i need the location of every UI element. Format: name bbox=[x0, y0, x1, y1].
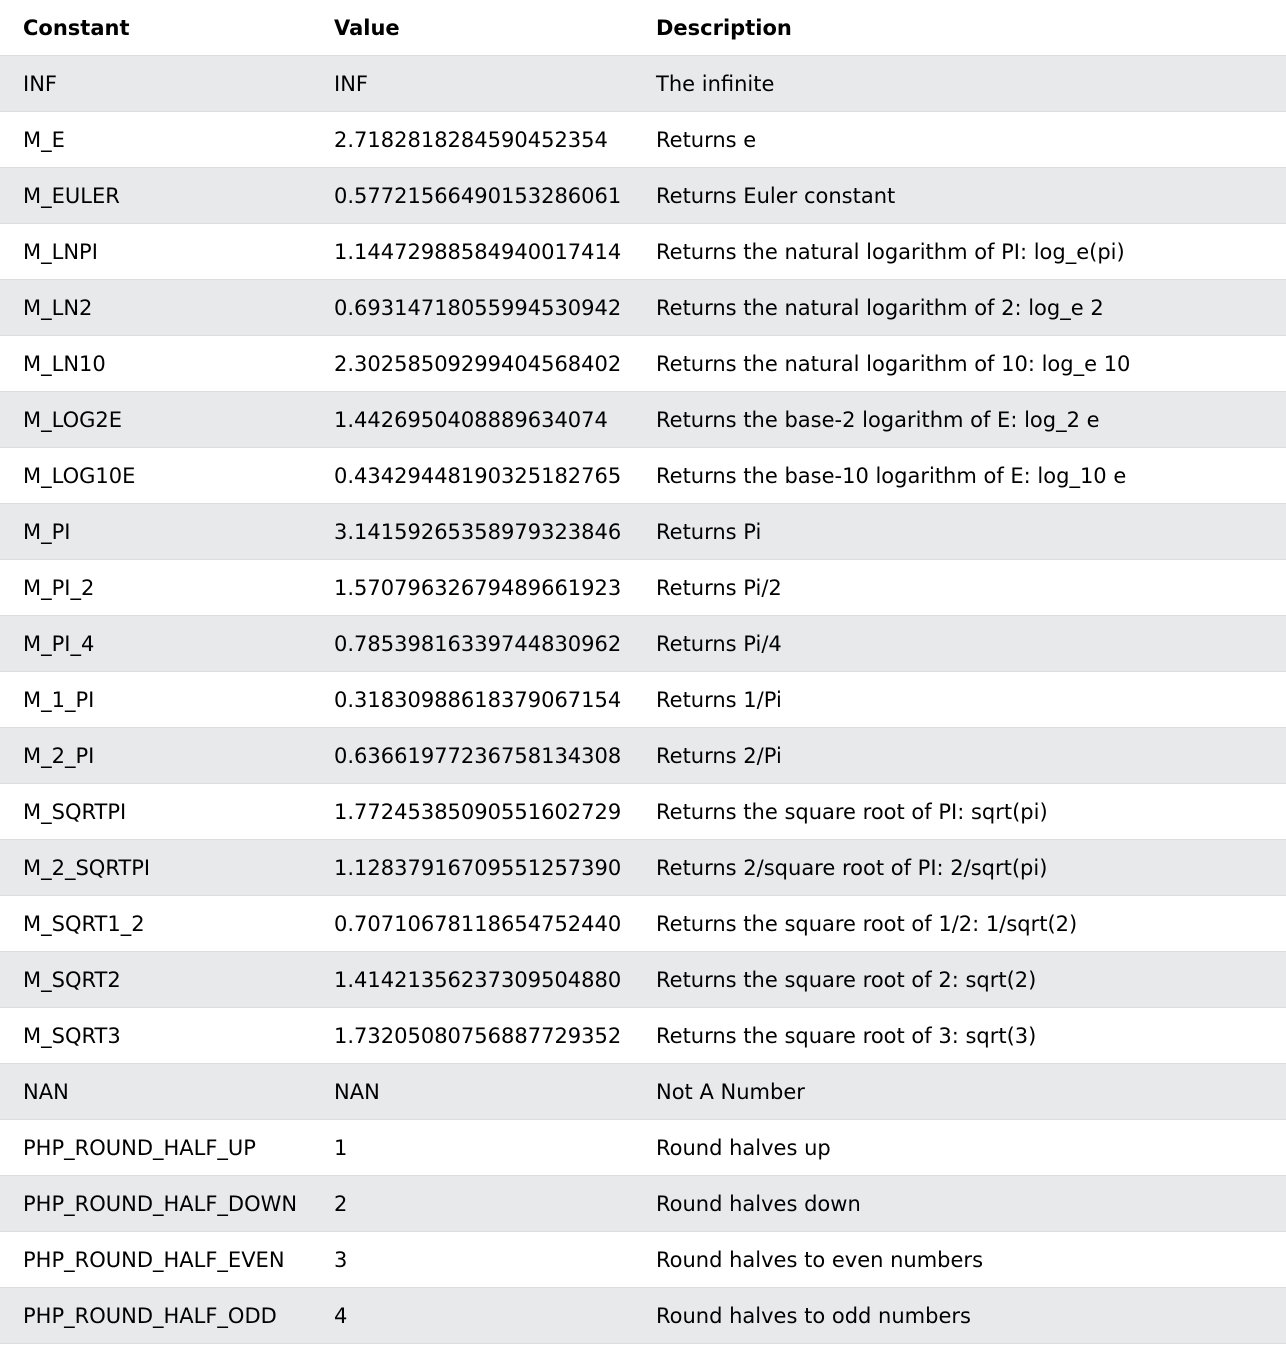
cell-constant: M_LN2 bbox=[0, 280, 311, 336]
table-body bbox=[0, 56, 1286, 1344]
cell-constant: PHP_ROUND_HALF_EVEN bbox=[0, 1232, 311, 1288]
table-row bbox=[0, 168, 1286, 224]
cell-description: Returns the natural logarithm of 10: log_e 10 bbox=[633, 336, 1286, 392]
cell-constant: M_PI_4 bbox=[0, 616, 311, 672]
cell-value: 4 bbox=[311, 1288, 633, 1344]
cell-value: 1.12837916709551257390 bbox=[311, 840, 633, 896]
cell-constant: M_SQRT1_2 bbox=[0, 896, 311, 952]
table-row bbox=[0, 448, 1286, 504]
cell-constant: PHP_ROUND_HALF_UP bbox=[0, 1120, 311, 1176]
cell-constant: M_2_PI bbox=[0, 728, 311, 784]
table-row bbox=[0, 280, 1286, 336]
column-header-description: Description bbox=[633, 0, 1286, 56]
table-header-row bbox=[0, 0, 1286, 56]
cell-constant: M_LOG2E bbox=[0, 392, 311, 448]
cell-constant: M_LN10 bbox=[0, 336, 311, 392]
cell-value: 0.57721566490153286061 bbox=[311, 168, 633, 224]
cell-value: 2.30258509299404568402 bbox=[311, 336, 633, 392]
table-row bbox=[0, 560, 1286, 616]
cell-constant: M_PI_2 bbox=[0, 560, 311, 616]
cell-description: Returns the natural logarithm of PI: log_e(pi) bbox=[633, 224, 1286, 280]
cell-description: Returns 1/Pi bbox=[633, 672, 1286, 728]
table-row bbox=[0, 1288, 1286, 1344]
cell-description: Returns the square root of 3: sqrt(3) bbox=[633, 1008, 1286, 1064]
cell-description: Returns the base-2 logarithm of E: log_2 e bbox=[633, 392, 1286, 448]
cell-constant: M_2_SQRTPI bbox=[0, 840, 311, 896]
table-row bbox=[0, 1176, 1286, 1232]
cell-constant: M_EULER bbox=[0, 168, 311, 224]
cell-constant: M_E bbox=[0, 112, 311, 168]
table-row bbox=[0, 1064, 1286, 1120]
table-row bbox=[0, 1232, 1286, 1288]
cell-constant: M_SQRTPI bbox=[0, 784, 311, 840]
cell-description: Returns 2/square root of PI: 2/sqrt(pi) bbox=[633, 840, 1286, 896]
cell-description: Returns 2/Pi bbox=[633, 728, 1286, 784]
table-row bbox=[0, 672, 1286, 728]
cell-value: 0.78539816339744830962 bbox=[311, 616, 633, 672]
cell-value: 0.69314718055994530942 bbox=[311, 280, 633, 336]
cell-value: 3.14159265358979323846 bbox=[311, 504, 633, 560]
table-row bbox=[0, 952, 1286, 1008]
cell-constant: M_LOG10E bbox=[0, 448, 311, 504]
cell-value: 2 bbox=[311, 1176, 633, 1232]
cell-value: 2.7182818284590452354 bbox=[311, 112, 633, 168]
cell-value: 0.43429448190325182765 bbox=[311, 448, 633, 504]
cell-description: Returns the natural logarithm of 2: log_e 2 bbox=[633, 280, 1286, 336]
table-row bbox=[0, 56, 1286, 112]
cell-value: 1.77245385090551602729 bbox=[311, 784, 633, 840]
cell-constant: M_SQRT3 bbox=[0, 1008, 311, 1064]
cell-constant: NAN bbox=[0, 1064, 311, 1120]
cell-constant: PHP_ROUND_HALF_DOWN bbox=[0, 1176, 311, 1232]
cell-value: 0.63661977236758134308 bbox=[311, 728, 633, 784]
cell-value: 1.41421356237309504880 bbox=[311, 952, 633, 1008]
table-row bbox=[0, 224, 1286, 280]
cell-description: Returns the square root of PI: sqrt(pi) bbox=[633, 784, 1286, 840]
cell-description: Round halves to odd numbers bbox=[633, 1288, 1286, 1344]
cell-value: 1.4426950408889634074 bbox=[311, 392, 633, 448]
table-row bbox=[0, 728, 1286, 784]
table-row bbox=[0, 392, 1286, 448]
cell-description: Returns the square root of 1/2: 1/sqrt(2) bbox=[633, 896, 1286, 952]
cell-description: Returns e bbox=[633, 112, 1286, 168]
cell-value: 1.57079632679489661923 bbox=[311, 560, 633, 616]
cell-value: 3 bbox=[311, 1232, 633, 1288]
cell-value: 1 bbox=[311, 1120, 633, 1176]
cell-constant: M_SQRT2 bbox=[0, 952, 311, 1008]
table-row bbox=[0, 1120, 1286, 1176]
cell-constant: M_LNPI bbox=[0, 224, 311, 280]
table-row bbox=[0, 896, 1286, 952]
table-row bbox=[0, 1008, 1286, 1064]
column-header-constant: Constant bbox=[0, 0, 311, 56]
cell-description: Round halves to even numbers bbox=[633, 1232, 1286, 1288]
cell-description: Returns the square root of 2: sqrt(2) bbox=[633, 952, 1286, 1008]
cell-value: 0.31830988618379067154 bbox=[311, 672, 633, 728]
cell-value: 1.14472988584940017414 bbox=[311, 224, 633, 280]
cell-description: Not A Number bbox=[633, 1064, 1286, 1120]
cell-description: The infinite bbox=[633, 56, 1286, 112]
cell-value: INF bbox=[311, 56, 633, 112]
cell-description: Returns Euler constant bbox=[633, 168, 1286, 224]
cell-constant: PHP_ROUND_HALF_ODD bbox=[0, 1288, 311, 1344]
cell-constant: M_1_PI bbox=[0, 672, 311, 728]
table-row bbox=[0, 616, 1286, 672]
table-row bbox=[0, 112, 1286, 168]
cell-description: Round halves down bbox=[633, 1176, 1286, 1232]
cell-description: Returns Pi/4 bbox=[633, 616, 1286, 672]
cell-description: Round halves up bbox=[633, 1120, 1286, 1176]
column-header-value: Value bbox=[311, 0, 633, 56]
cell-description: Returns Pi/2 bbox=[633, 560, 1286, 616]
cell-value: 1.73205080756887729352 bbox=[311, 1008, 633, 1064]
cell-value: 0.70710678118654752440 bbox=[311, 896, 633, 952]
cell-value: NAN bbox=[311, 1064, 633, 1120]
table-row bbox=[0, 840, 1286, 896]
table-row bbox=[0, 336, 1286, 392]
cell-description: Returns the base-10 logarithm of E: log_10 e bbox=[633, 448, 1286, 504]
cell-description: Returns Pi bbox=[633, 504, 1286, 560]
table-row bbox=[0, 504, 1286, 560]
table-row bbox=[0, 784, 1286, 840]
cell-constant: M_PI bbox=[0, 504, 311, 560]
cell-constant: INF bbox=[0, 56, 311, 112]
